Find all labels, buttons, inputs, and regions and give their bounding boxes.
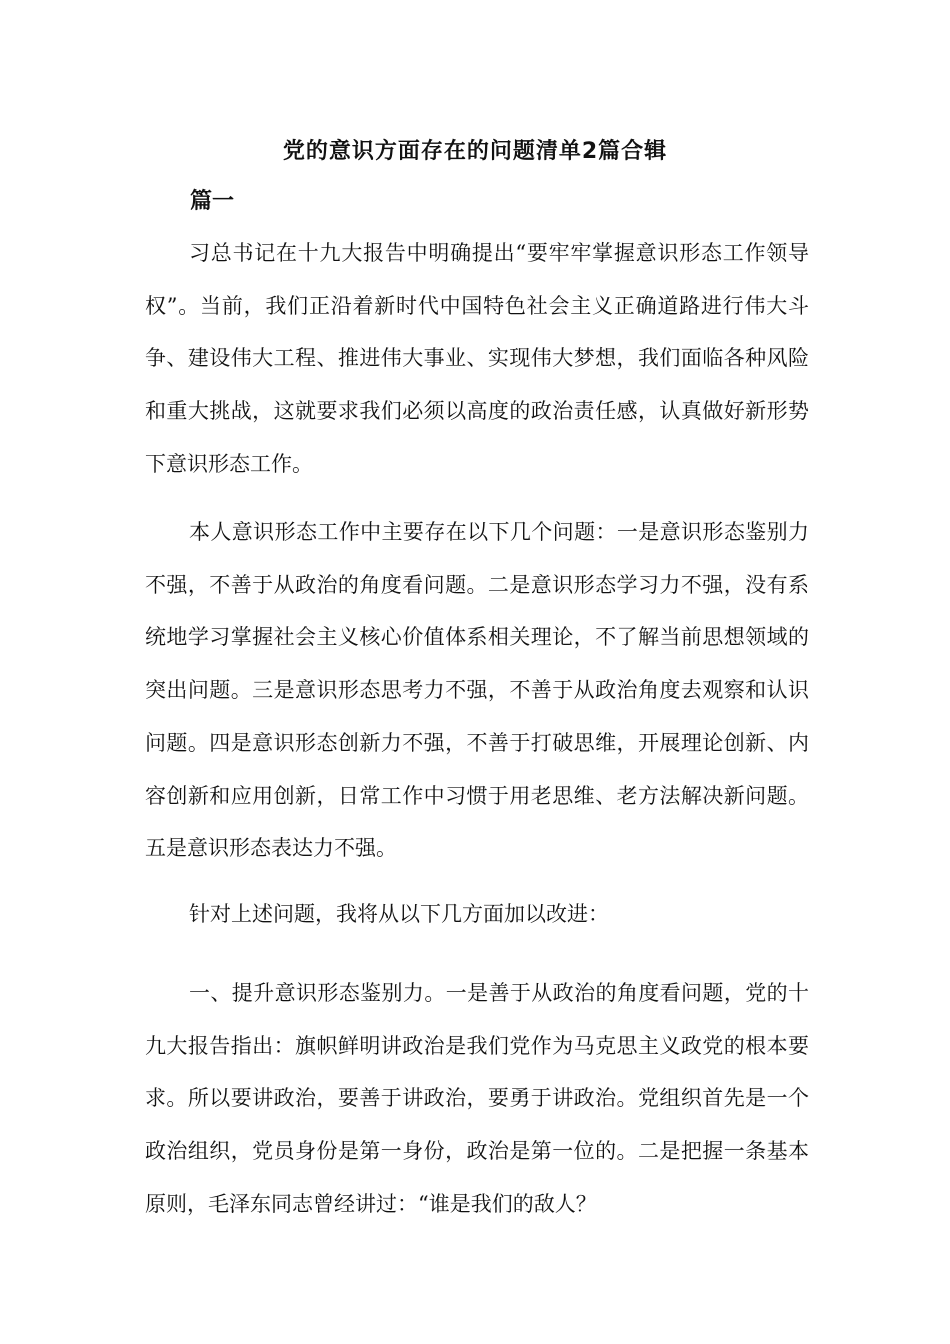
paragraph-intro: 习总书记在十九大报告中明确提出“要牢牢掌握意识形态工作领导权”。当前，我们正沿着新时代中国特色社会主义正确道路进行伟大斗争、建设伟大工程、推进伟大事业、实现伟大梦想，我们面临各种风险和重大挑战，这就要求我们必须以高度的政治责任感，认真做好新形势下意识形态工作。: [145, 241, 809, 476]
paragraph-problems: 本人意识形态工作中主要存在以下几个问题：一是意识形态鉴别力不强，不善于从政治的角度看问题。二是意识形态学习力不强，没有系统地学习掌握社会主义核心价值体系相关理论，不了解当前思想领域的突出问题。三是意识形态思考力不强，不善于从政治角度去观察和认识问题。四是意识形态创新力不强，不善于打破思维，开展理论创新、内容创新和应用创新，日常工作中习惯于用老思维、老方法解决新问题。五是意识形态表达力不强。: [145, 520, 809, 861]
section-heading: 篇一: [190, 189, 235, 214]
document-title: 党的意识方面存在的问题清单2篇合辑: [282, 139, 668, 164]
paragraph-improvement-one: 一、提升意识形态鉴别力。一是善于从政治的角度看问题，党的十九大报告指出：旗帜鲜明讲政治是我们党作为马克思主义政党的根本要求。所以要讲政治，要善于讲政治，要勇于讲政治。党组织首先是一个政治组织，党员身份是第一身份，政治是第一位的。二是把握一条基本原则，毛泽东同志曾经讲过：“谁是我们的敌人？: [145, 981, 809, 1216]
paragraph-improvement-lead: 针对上述问题，我将从以下几方面加以改进：: [189, 902, 609, 926]
